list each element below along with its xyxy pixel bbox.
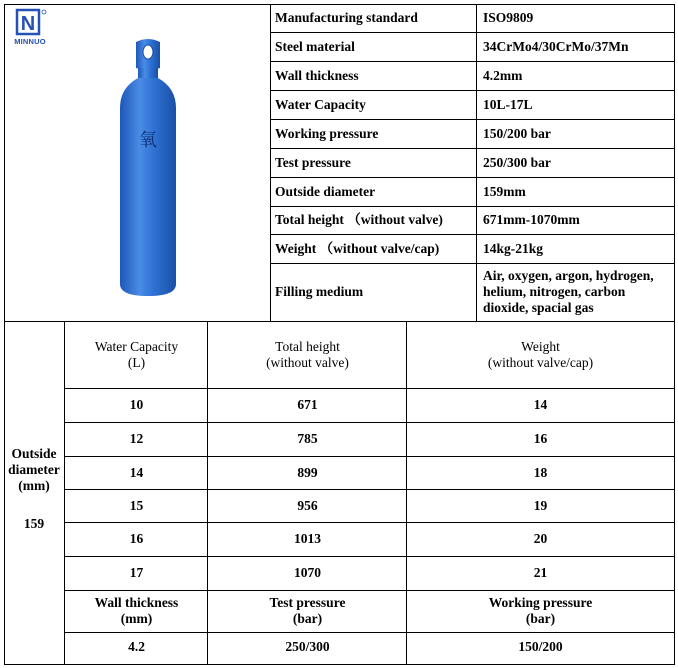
- table-divider: [64, 456, 675, 457]
- table-border: [4, 664, 675, 665]
- table-divider: [64, 422, 675, 423]
- value-wall-thickness: 4.2: [128, 639, 145, 654]
- cell-weight: 19: [533, 498, 548, 513]
- table-divider: [64, 556, 675, 557]
- spec-label: Weight （without valve/cap): [275, 240, 440, 256]
- cell-weight: 20: [533, 531, 548, 546]
- outside-diameter-value: 159: [23, 516, 45, 531]
- table-divider: [207, 321, 208, 665]
- table-border: [4, 4, 5, 665]
- table-divider: [270, 32, 675, 33]
- gas-cylinder-image: [108, 38, 188, 300]
- spec-value: 34CrMo4/30CrMo/37Mn: [483, 38, 629, 54]
- table-divider: [270, 4, 271, 321]
- header-water-capacity: Water Capacity (L): [94, 339, 179, 370]
- spec-label: Manufacturing standard: [275, 10, 418, 25]
- value-working-pressure: 150/200: [518, 639, 563, 654]
- spec-label: Outside diameter: [275, 183, 376, 199]
- table-divider: [64, 632, 675, 633]
- cell-weight: 18: [533, 465, 548, 480]
- table-divider: [270, 234, 675, 235]
- cylinder-gas-glyph: 氧: [139, 130, 157, 151]
- spec-value: 159mm: [483, 183, 526, 199]
- spec-label: Water Capacity: [275, 96, 366, 112]
- spec-value: 250/300 bar: [483, 154, 551, 170]
- table-border: [674, 4, 675, 665]
- brand-logo: [8, 8, 52, 48]
- table-divider: [64, 489, 675, 490]
- cell-total-height: 671: [297, 397, 318, 412]
- spec-value: 671mm-1070mm: [483, 212, 580, 227]
- cell-weight: 14: [533, 397, 548, 412]
- outside-diameter-label: Outside diameter (mm): [8, 446, 60, 493]
- table-divider: [270, 90, 675, 91]
- cell-water-capacity: 10: [129, 397, 144, 412]
- cell-total-height: 1070: [294, 565, 321, 580]
- cell-water-capacity: 16: [129, 531, 144, 546]
- spec-value: 4.2mm: [483, 67, 523, 83]
- spec-label: Steel material: [275, 38, 355, 54]
- table-divider: [64, 388, 675, 389]
- cell-water-capacity: 12: [129, 431, 144, 446]
- table-divider: [406, 321, 407, 665]
- spec-label: Working pressure: [275, 125, 379, 141]
- cell-total-height: 1013: [294, 531, 321, 546]
- cell-water-capacity: 15: [129, 498, 144, 513]
- header-weight: Weight (without valve/cap): [487, 339, 594, 370]
- cell-weight: 16: [533, 431, 548, 446]
- table-divider: [270, 148, 675, 149]
- header-total-height: Total height (without valve): [266, 339, 349, 370]
- cell-water-capacity: 14: [129, 465, 144, 480]
- spec-label: Total height （without valve): [275, 212, 443, 227]
- spec-value: 14kg-21kg: [483, 240, 544, 256]
- cell-total-height: 899: [297, 465, 318, 480]
- header-working-pressure: Working pressure (bar): [488, 595, 593, 626]
- cell-water-capacity: 17: [129, 565, 144, 580]
- spec-value: ISO9809: [483, 10, 534, 25]
- spec-value: Air, oxygen, argon, hydrogen, helium, nitrogen, carbon dioxide, spacial gas: [483, 268, 654, 315]
- spec-label: Test pressure: [275, 154, 351, 170]
- table-divider: [4, 321, 675, 322]
- table-border: [4, 4, 675, 5]
- table-divider: [270, 61, 675, 62]
- spec-value: 10L-17L: [483, 96, 533, 112]
- table-divider: [270, 263, 675, 264]
- value-test-pressure: 250/300: [285, 639, 330, 654]
- table-divider: [270, 119, 675, 120]
- cell-total-height: 956: [297, 498, 318, 513]
- cell-total-height: 785: [297, 431, 318, 446]
- header-wall-thickness: Wall thickness (mm): [94, 595, 179, 626]
- table-divider: [64, 590, 675, 591]
- header-test-pressure: Test pressure (bar): [269, 595, 346, 626]
- cell-weight: 21: [533, 565, 548, 580]
- logo-brand-text: MINNUO: [14, 37, 46, 46]
- table-divider: [64, 321, 65, 665]
- spec-label: Wall thickness: [275, 67, 359, 83]
- spec-value: 150/200 bar: [483, 125, 551, 141]
- table-divider: [270, 177, 675, 178]
- table-divider: [476, 4, 477, 321]
- table-divider: [270, 206, 675, 207]
- spec-label: Filling medium: [275, 284, 364, 299]
- logo-mark: N: [20, 13, 36, 35]
- table-divider: [64, 522, 675, 523]
